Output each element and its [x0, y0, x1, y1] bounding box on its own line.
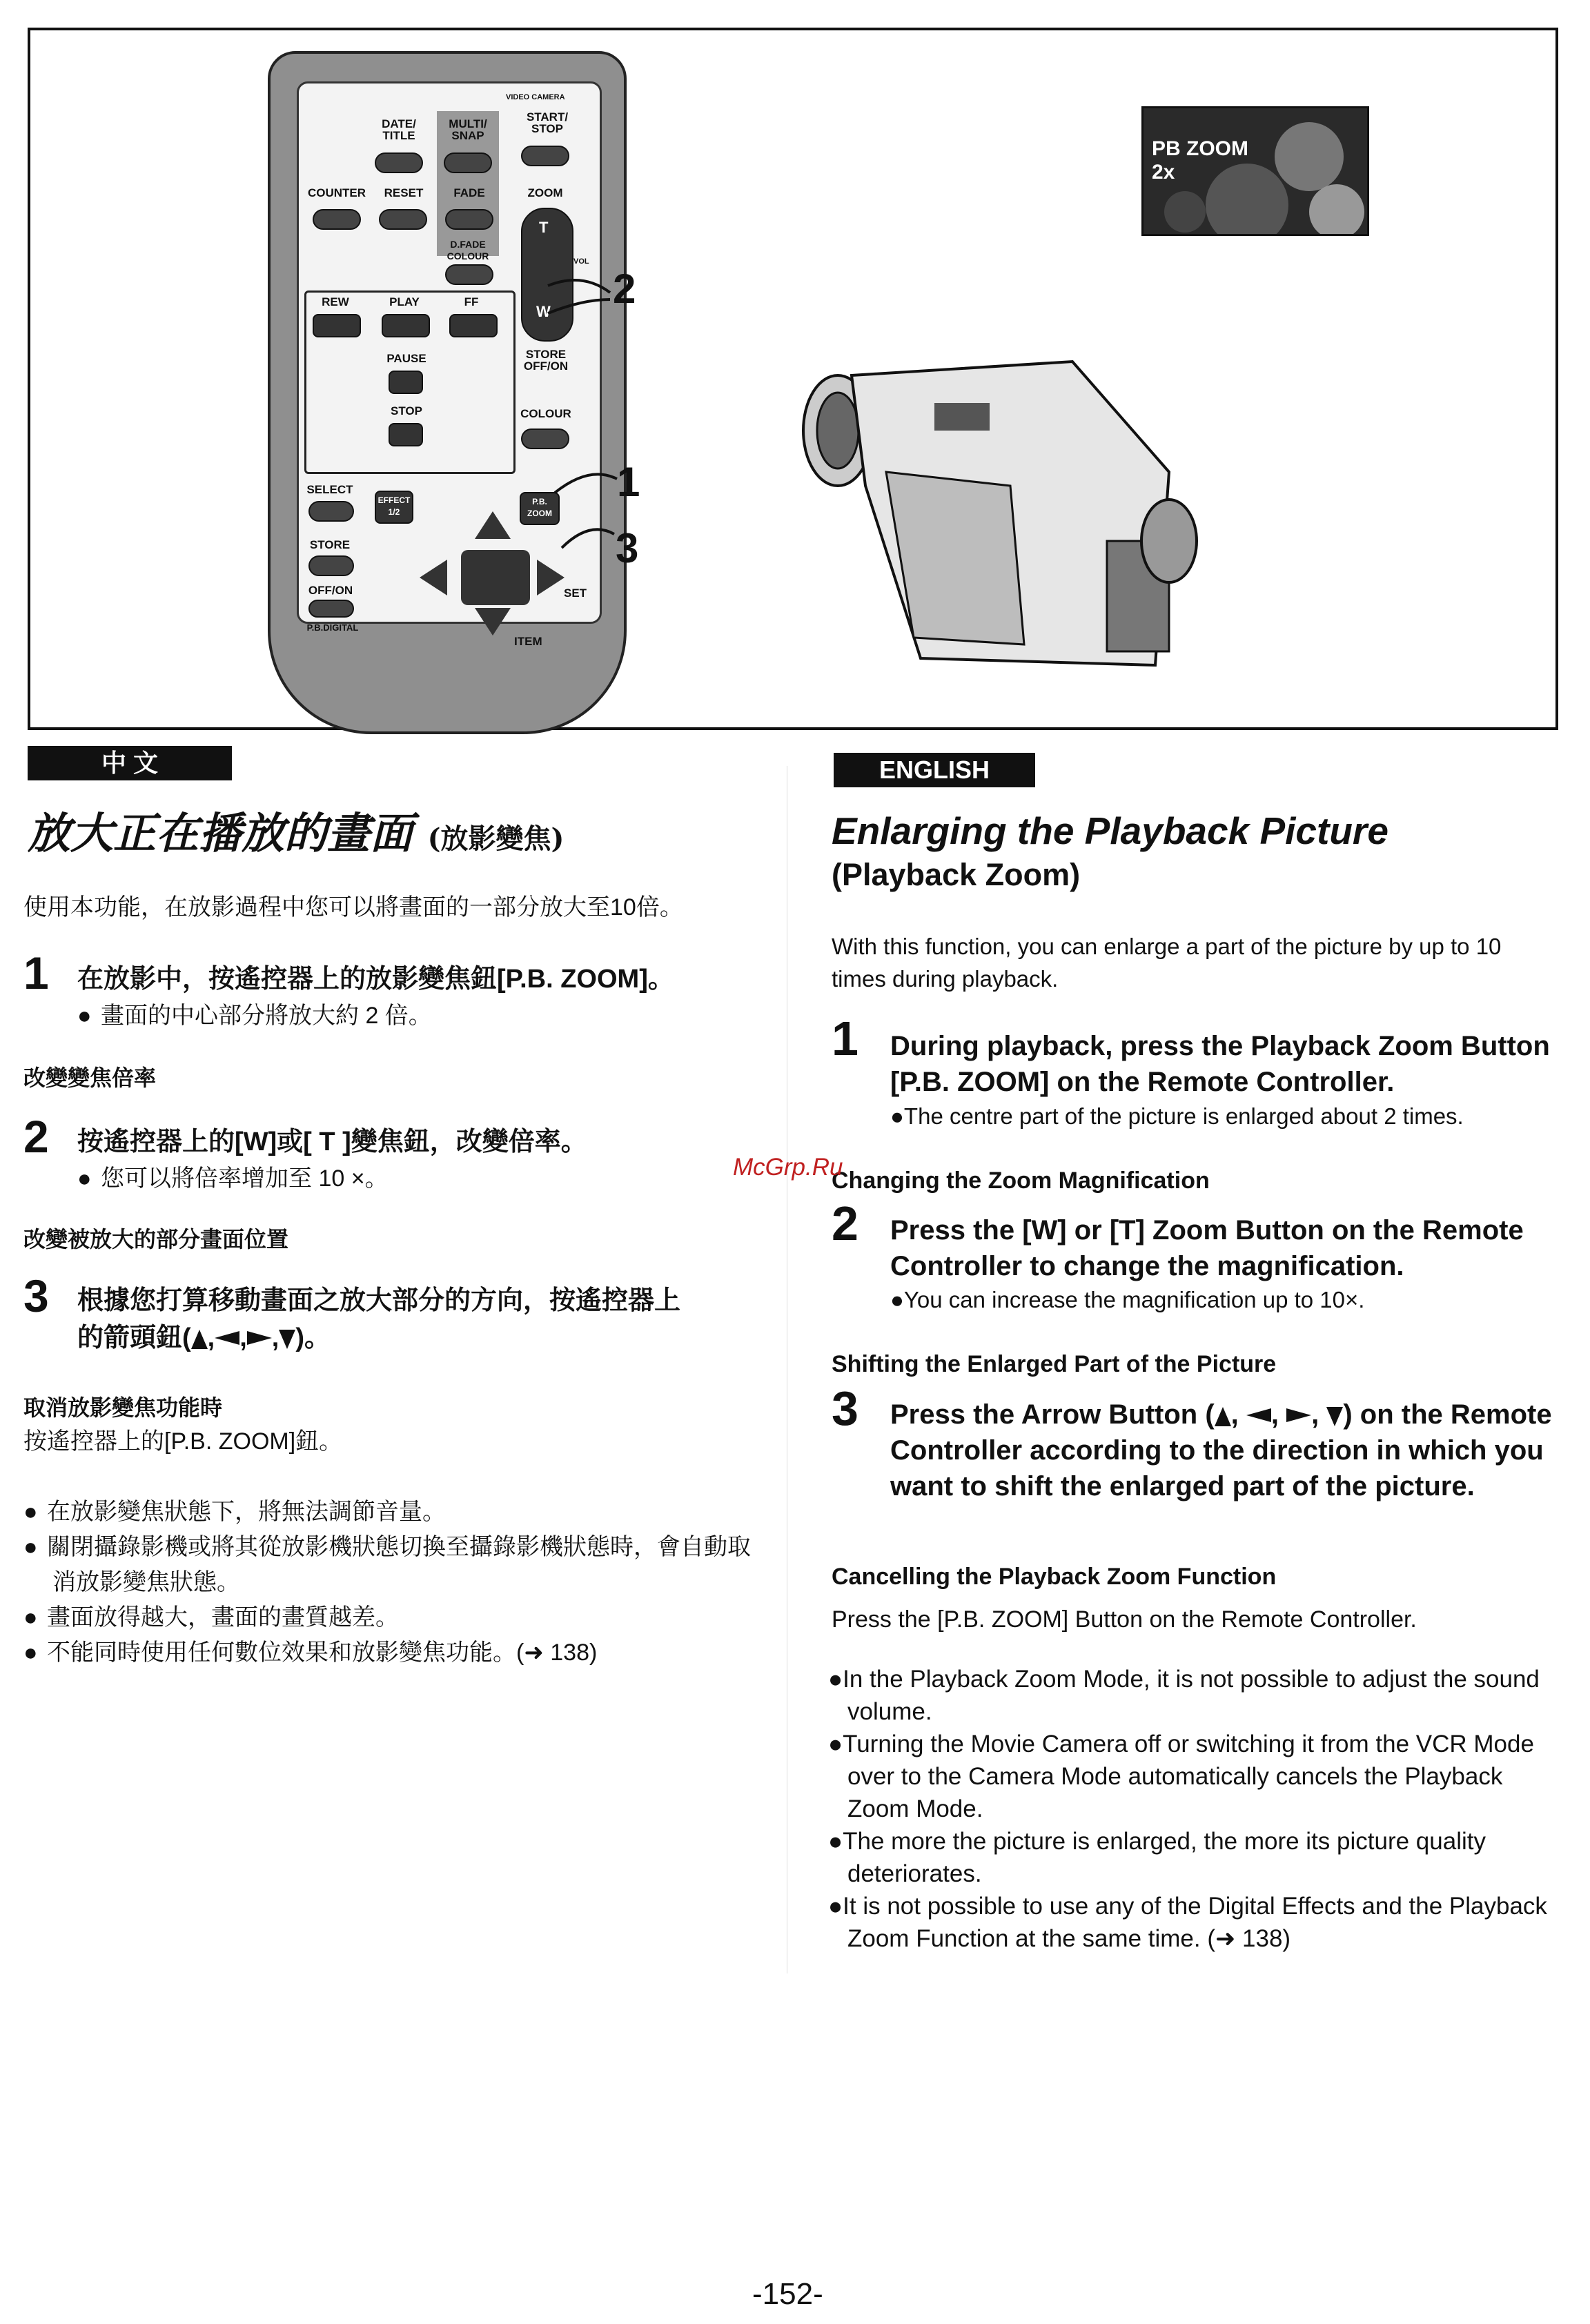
- ff-button: [449, 314, 498, 337]
- page-number: -152-: [752, 2277, 823, 2311]
- label-colour: COLOUR: [520, 407, 571, 420]
- chinese-label: 中 文: [28, 746, 232, 780]
- zh-note-item: ● 關閉攝錄影機或將其從放影機狀態切換至攝錄影機狀態時，會自動取消放影變焦狀態。: [23, 1534, 751, 1595]
- en-note-item: ●It is not possible to use any of the Digital Effects and the Playback Zoom Function at the same time. (➜ 138): [828, 1893, 1547, 1952]
- label-pause: PAUSE: [386, 352, 426, 365]
- en-step2-num: 2: [832, 1197, 858, 1250]
- en-subtitle: (Playback Zoom): [832, 857, 1081, 892]
- watermark: McGrp.Ru: [733, 1154, 843, 1181]
- zh-step1-note-text: 畫面的中心部分將放大約 2 倍。: [101, 1003, 432, 1029]
- label-video-camera: VIDEO CAMERA: [506, 93, 565, 101]
- label-fade: FADE: [453, 186, 485, 199]
- camcorder-drawing: [783, 334, 1210, 707]
- label-pb-zoom: P.B. ZOOM: [527, 497, 552, 518]
- label-pb-digital: P.B.DIGITAL: [306, 622, 359, 633]
- date-title-button: [375, 152, 423, 173]
- multi-snap-button: [444, 152, 492, 173]
- en-step3-num: 3: [832, 1381, 858, 1435]
- arrow-right-icon: [247, 1331, 272, 1345]
- label-effect: EFFECT 1/2: [377, 495, 411, 517]
- label-start-stop: START/ STOP: [526, 110, 569, 135]
- zh-head-cancel: 取消放影變焦功能時: [23, 1395, 223, 1420]
- stop-button: [389, 423, 423, 446]
- en-step2: Press the [W] or [T] Zoom Button on the Remote Controller to change the magnification.: [890, 1215, 1524, 1281]
- arrow-up-icon: [1215, 1407, 1231, 1426]
- zh-note-text: 不能同時使用任何數位效果和放影變焦功能。(➜ 138): [47, 1639, 598, 1666]
- arrow-up-icon: [475, 511, 511, 539]
- label-w: W: [536, 303, 551, 320]
- zh-intro: 使用本功能，在放影過程中您可以將畫面的一部分放大至10倍。: [23, 894, 683, 920]
- select-button: [308, 501, 354, 522]
- zh-note-item: ● 在放影變焦狀態下，將無法調節音量。: [23, 1499, 446, 1525]
- label-multi-snap: MULTI/ SNAP: [449, 117, 487, 142]
- callout-1: 1: [617, 459, 640, 505]
- en-title: Enlarging the Playback Picture: [832, 809, 1388, 852]
- en-head-cancel: Cancelling the Playback Zoom Function: [832, 1564, 1277, 1590]
- label-off-on: OFF/ON: [308, 584, 353, 597]
- label-vol: VOL: [573, 257, 589, 266]
- label-item: ITEM: [514, 635, 542, 648]
- store-button: [308, 555, 354, 576]
- arrow-down-icon: [279, 1330, 295, 1349]
- zh-step2-num: 2: [23, 1111, 49, 1162]
- en-step3: Press the Arrow Button ( , , , ) on the Remote Controller according to the direction in which you want to shift the enlarged part of the picture.: [890, 1399, 1552, 1501]
- zh-step3-line2: 的箭頭鈕( , , , )。: [77, 1323, 331, 1352]
- arrow-left-icon: [1246, 1408, 1271, 1422]
- zh-step2: 按遙控器上的[W]或[ T ]變焦鈕，改變倍率。: [77, 1127, 587, 1156]
- label-reset: RESET: [384, 186, 424, 199]
- zh-step1-note: ● 畫面的中心部分將放大約 2 倍。: [77, 1003, 432, 1029]
- label-t: T: [539, 219, 549, 236]
- callout-2: 2: [613, 266, 636, 312]
- fade-button: [445, 209, 493, 230]
- label-play: PLAY: [389, 295, 420, 308]
- zh-step2-note: ● 您可以將倍率增加至 10 ×。: [77, 1165, 389, 1192]
- label-set: SET: [564, 587, 587, 600]
- zh-step2-note-text: 您可以將倍率增加至 10 ×。: [101, 1165, 389, 1192]
- arrow-down-icon: [1326, 1407, 1343, 1426]
- start-stop-button: [521, 146, 569, 166]
- arrow-left-icon: [215, 1331, 239, 1345]
- screen-text: PB ZOOM 2x: [1152, 137, 1248, 184]
- zh-note-item: ● 不能同時使用任何數位效果和放影變焦功能。(➜ 138): [23, 1639, 598, 1666]
- play-button: [382, 314, 430, 337]
- en-step1-note: ●The centre part of the picture is enlarged about 2 times.: [890, 1103, 1464, 1129]
- zh-head-change: 改變變焦倍率: [23, 1065, 157, 1090]
- arrow-up-icon: [191, 1330, 208, 1349]
- en-step3-a: Press the Arrow Button (: [890, 1399, 1215, 1430]
- label-select: SELECT: [306, 483, 353, 496]
- label-d-fade-colour: D.FADE COLOUR: [446, 239, 489, 262]
- english-label: ENGLISH: [834, 753, 1035, 787]
- label-stop: STOP: [391, 404, 422, 417]
- off-on-button: [308, 600, 354, 618]
- label-counter: COUNTER: [307, 186, 366, 199]
- label-store-off-on: STORE OFF/ON: [523, 348, 569, 373]
- zh-step3-line2-c: )。: [295, 1323, 331, 1352]
- label-rew: REW: [322, 295, 349, 308]
- en-intro: With this function, you can enlarge a part of the picture by up to 10 times during playback.: [832, 934, 1502, 992]
- zh-step3-num: 3: [23, 1270, 49, 1321]
- zh-step1: 在放影中，按遙控器上的放影變焦鈕[P.B. ZOOM]。: [77, 965, 674, 994]
- pause-button: [389, 371, 423, 394]
- zh-step3: [77, 1282, 754, 1357]
- d-fade-button: [445, 264, 493, 285]
- en-step2-note: ●You can increase the magnification up to 10×.: [890, 1287, 1365, 1312]
- label-store: STORE: [309, 538, 351, 551]
- center-button: [461, 550, 530, 605]
- callout-3: 3: [616, 525, 639, 571]
- en-head-change: Changing the Zoom Magnification: [832, 1168, 1210, 1194]
- zh-step3-line1: 根據您打算移動畫面之放大部分的方向，按遙控器上: [77, 1286, 681, 1315]
- rew-button: [313, 314, 361, 337]
- callout-lines: [541, 258, 624, 562]
- zh-note-text: 在放影變焦狀態下，將無法調節音量。: [47, 1499, 446, 1525]
- zh-note-text: 畫面放得越大，畫面的畫質越差。: [47, 1604, 399, 1631]
- arrow-right-icon: [1286, 1408, 1311, 1422]
- label-date-title: DATE/ TITLE: [382, 117, 416, 142]
- en-note-item: ●In the Playback Zoom Mode, it is not possible to adjust the sound volume.: [828, 1666, 1540, 1725]
- zh-head-shift: 改變被放大的部分畫面位置: [23, 1227, 289, 1252]
- arrow-left-icon: [420, 560, 447, 595]
- en-note-item: ●The more the picture is enlarged, the more its picture quality deteriorates.: [828, 1828, 1486, 1887]
- en-notes: [828, 1663, 1560, 1955]
- zh-title-sub: (放影變焦): [427, 823, 565, 855]
- arrow-down-icon: [475, 608, 511, 636]
- zh-cancel: 按遙控器上的[P.B. ZOOM]鈕。: [23, 1428, 343, 1455]
- en-step3-b: ) on the Remote Controller according to the direction in which you want to shift the enlarged part of the picture.: [890, 1399, 1552, 1501]
- zh-title: [28, 799, 564, 860]
- en-note-item: ●Turning the Movie Camera off or switching it from the VCR Mode over to the Camera Mode automatically cancels the Playback Zoom Mode.: [828, 1731, 1534, 1822]
- en-step1: During playback, press the Playback Zoom Button [P.B. ZOOM] on the Remote Controller.: [890, 1031, 1550, 1097]
- zh-step3-line2-a: 的箭頭鈕(: [77, 1323, 191, 1352]
- zh-title-text: 放大正在播放的畫面: [28, 808, 413, 858]
- zh-step1-num: 1: [23, 947, 49, 998]
- reset-button: [379, 209, 427, 230]
- counter-button: [313, 209, 361, 230]
- en-head-shift: Shifting the Enlarged Part of the Picture: [832, 1351, 1277, 1377]
- arrow-right-icon: [537, 560, 565, 595]
- label-ff: FF: [464, 295, 479, 308]
- zh-notes: [23, 1495, 755, 1671]
- label-zoom: ZOOM: [527, 186, 563, 199]
- zh-note-text: 關閉攝錄影機或將其從放影機狀態切換至攝錄影機狀態時，會自動取消放影變焦狀態。: [47, 1534, 751, 1595]
- en-step1-num: 1: [832, 1012, 858, 1065]
- illustration-frame: [28, 28, 1558, 730]
- en-cancel: Press the [P.B. ZOOM] Button on the Remote Controller.: [832, 1606, 1417, 1633]
- zh-note-item: ● 畫面放得越大，畫面的畫質越差。: [23, 1604, 399, 1631]
- pb-zoom-screen: [1141, 106, 1369, 236]
